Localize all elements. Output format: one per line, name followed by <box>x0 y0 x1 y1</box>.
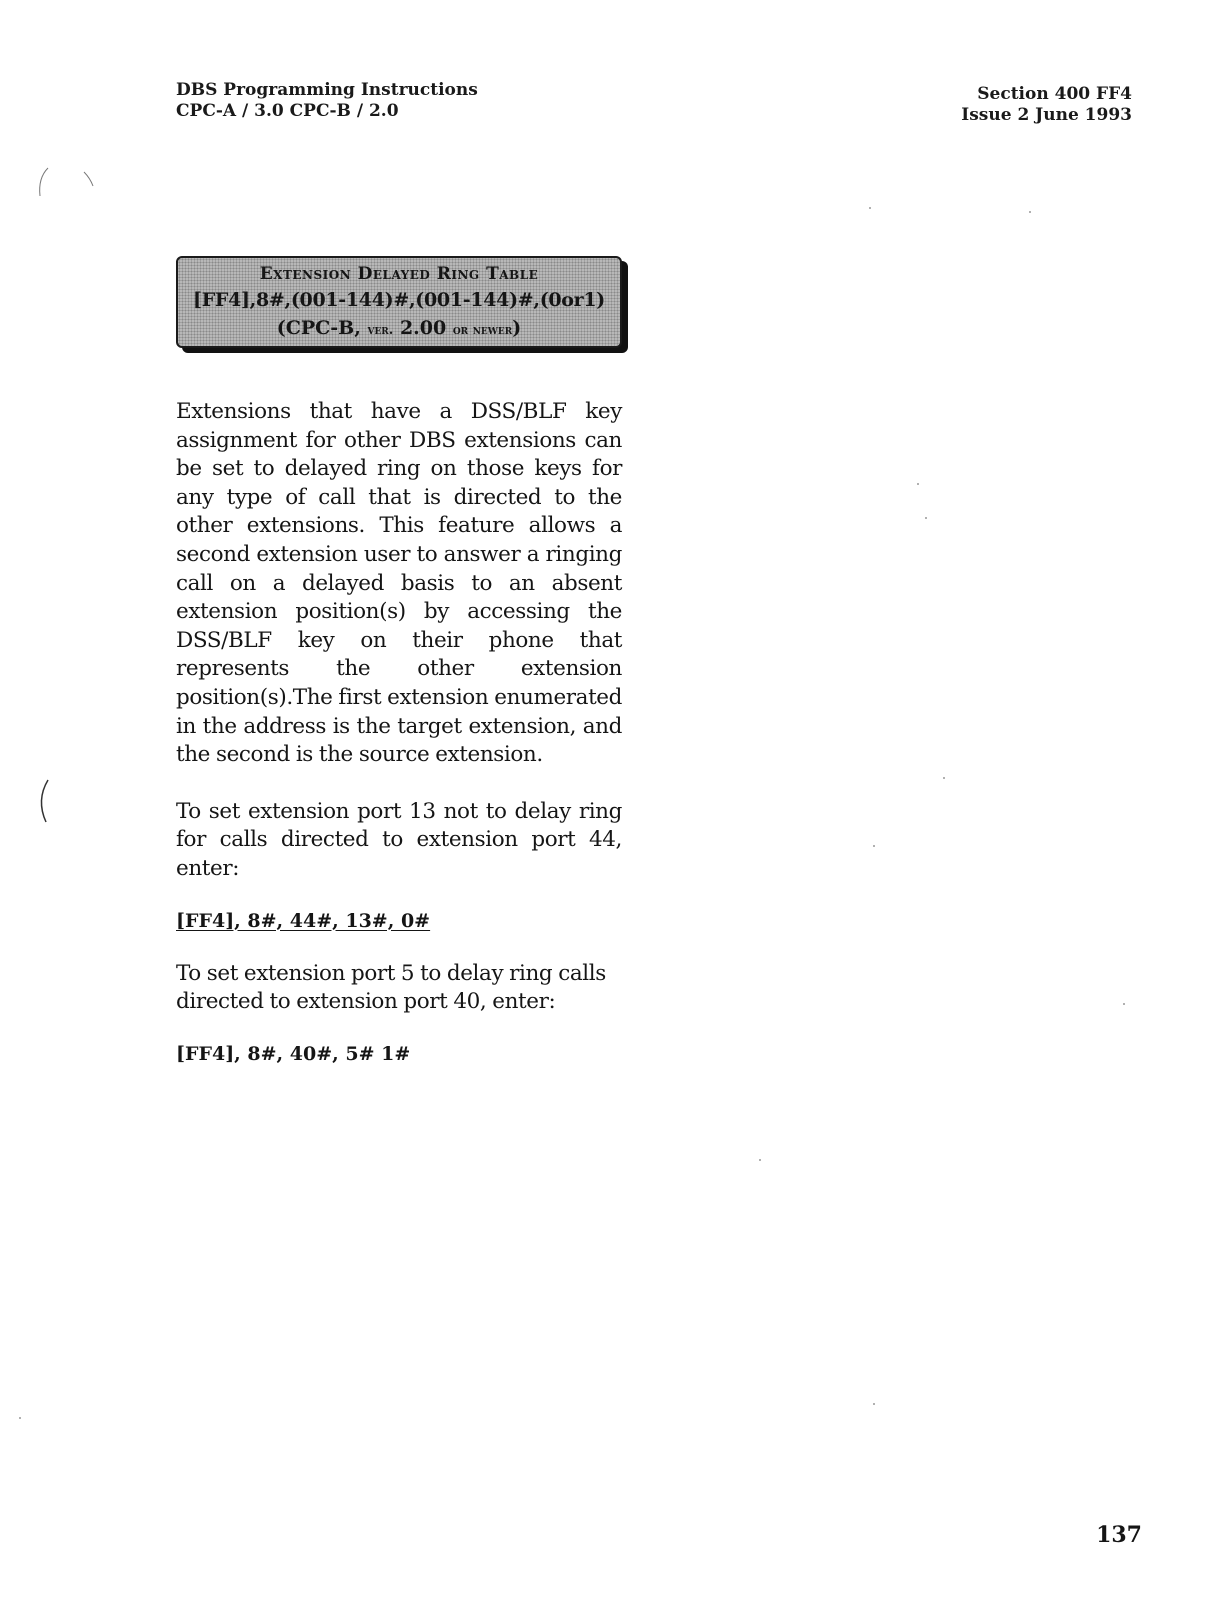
feature-title: Extension Delayed Ring Table <box>259 264 539 284</box>
description-paragraph: Extensions that have a DSS/BLF key assignment for other DBS extensions can be set to delayed ring on those keys for any type of call that is directed to the other extensions. This feature allows a second extension user to answer a ringing call on a delayed basis to an absent extension position(s) by accessing the DSS/BLF key on their phone that represents the other extension position(s).The first extension enumerated in the address is the target extension, and the second is the source extension. <box>176 399 622 768</box>
version-note-newer: or newer <box>452 323 513 338</box>
feature-command-syntax: [FF4],8#,(001-144)#,(001-144)#,(0or1) <box>193 289 605 311</box>
body-text-column <box>176 398 622 1067</box>
example2-command: [FF4], 8#, 40#, 5# 1# <box>176 1042 411 1065</box>
manual-version: CPC-A / 3.0 CPC-B / 2.0 <box>176 101 399 121</box>
example1-paragraph: To set extension port 13 not to delay ring for calls directed to extension port 44, enter: <box>176 798 622 881</box>
version-note-number: 2.00 <box>393 317 453 339</box>
version-note-suffix: ) <box>512 317 522 339</box>
feature-title-box <box>176 256 622 348</box>
issue-date: Issue 2 June 1993 <box>961 105 1132 125</box>
section-label: Section 400 FF4 <box>977 84 1132 104</box>
version-note-ver: ver. <box>367 323 394 338</box>
example1-command: [FF4], 8#, 44#, 13#, 0# <box>176 909 431 932</box>
example2-paragraph: To set extension port 5 to delay ring calls directed to extension port 40, enter: <box>176 960 606 1015</box>
document-header-left <box>176 80 478 122</box>
manual-title: DBS Programming Instructions <box>176 80 478 100</box>
feature-version-note <box>178 314 620 345</box>
version-note-prefix: (CPC-B, <box>276 317 368 339</box>
page-number: 137 <box>1096 1522 1142 1548</box>
document-header-right <box>961 84 1132 126</box>
